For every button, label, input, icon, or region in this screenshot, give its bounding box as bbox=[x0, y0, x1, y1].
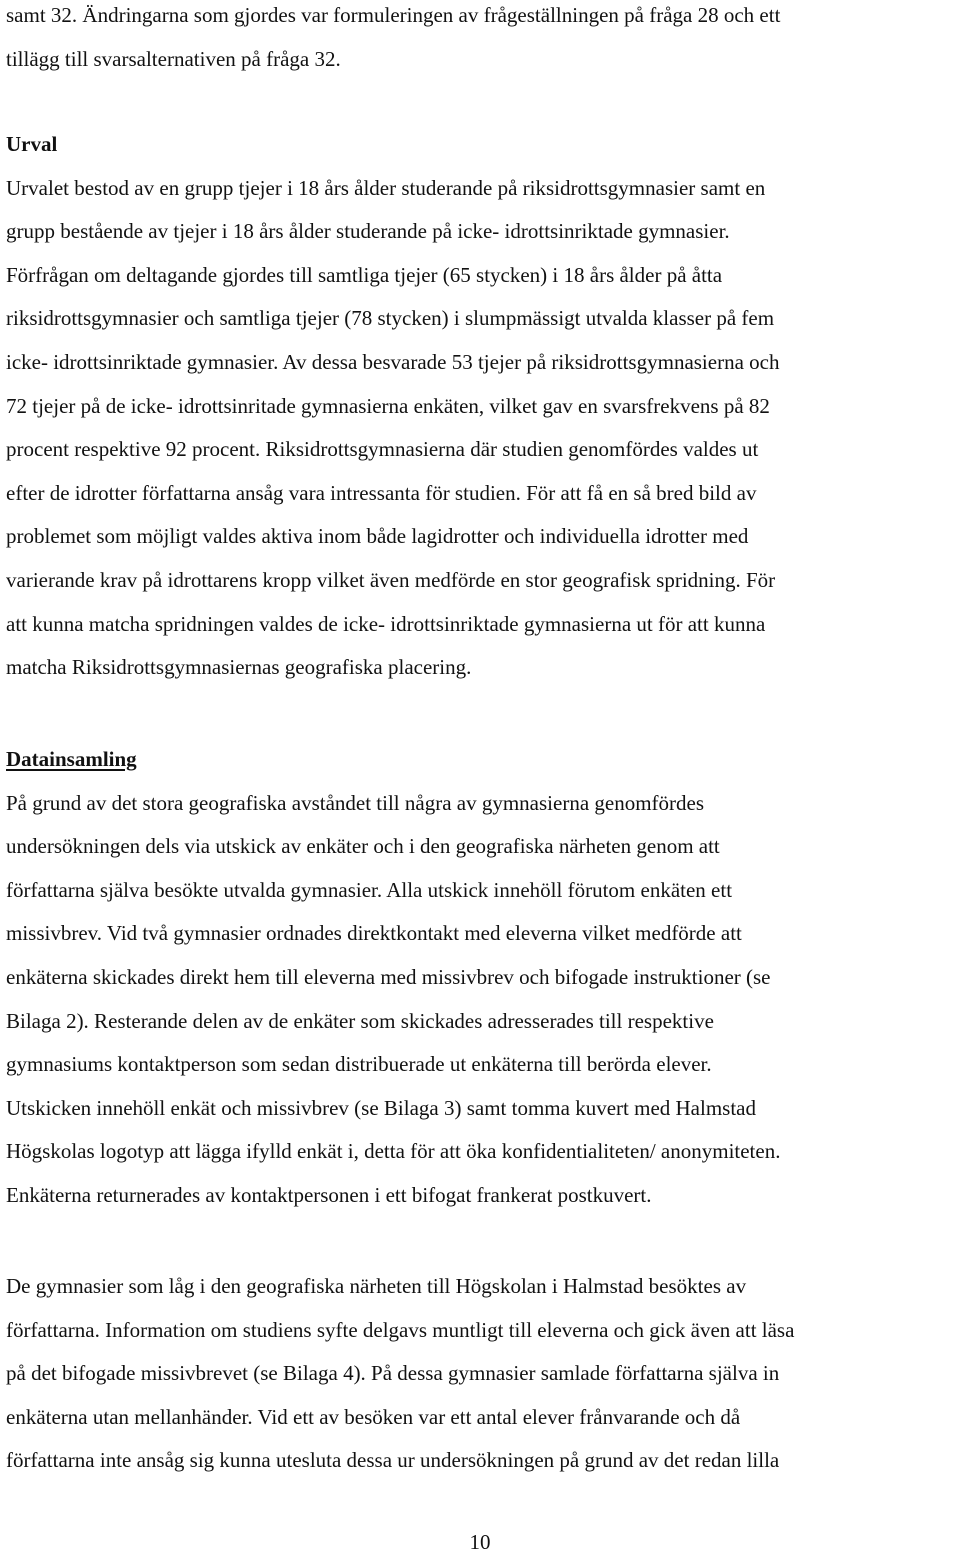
text-line: 72 tjejer på de icke- idrottsinritade gymnasierna enkäten, vilket gav en svarsfrekvens på 82 bbox=[6, 393, 770, 418]
text-line: författarna inte ansåg sig kunna utesluta dessa ur undersökningen på grund av det redan lilla bbox=[6, 1448, 780, 1473]
text-line: författarna själva besökte utvalda gymnasier. Alla utskick innehöll förutom enkäten ett bbox=[6, 877, 733, 902]
text-line: Enkäterna returnerades av kontaktpersonen i ett bifogat frankerat postkuvert. bbox=[6, 1182, 652, 1207]
text-line: procent respektive 92 procent. Riksidrottsgymnasierna där studien genomfördes valdes ut bbox=[6, 437, 759, 462]
text-line: varierande krav på idrottarens kropp vilket även medförde en stor geografisk spridning. För bbox=[6, 567, 776, 592]
section-heading-urval: Urval bbox=[6, 132, 58, 156]
text-line: missivbrev. Vid två gymnasier ordnades direktkontakt med eleverna vilket medförde att bbox=[6, 921, 742, 946]
datainsamling-section bbox=[6, 738, 780, 1218]
text-line: På grund av det stora geografiska avståndet till några av gymnasierna genomfördes bbox=[6, 790, 705, 815]
intro-paragraph bbox=[6, 0, 780, 81]
text-line: att kunna matcha spridningen valdes de icke- idrottsinriktade gymnasierna ut för att kunna bbox=[6, 611, 766, 636]
text-line: författarna. Information om studiens syfte delgavs muntligt till eleverna och gick även att läsa bbox=[6, 1317, 795, 1342]
text-line: matcha Riksidrottsgymnasiernas geografiska placering. bbox=[6, 655, 472, 680]
text-line: undersökningen dels via utskick av enkäter och i den geografiska närheten genom att bbox=[6, 834, 720, 859]
text-line: grupp bestående av tjejer i 18 års ålder studerande på icke- idrottsinriktade gymnasier. bbox=[6, 219, 730, 244]
text-line: Förfrågan om deltagande gjordes till samtliga tjejer (65 stycken) i 18 års ålder på åtta bbox=[6, 262, 723, 287]
text-line: Bilaga 2). Resterande delen av de enkäter som skickades adresserades till respektive bbox=[6, 1008, 714, 1033]
section-heading-datainsamling: Datainsamling bbox=[6, 747, 137, 771]
text-line: samt 32. Ändringarna som gjordes var formuleringen av frågeställningen på fråga 28 och ett bbox=[6, 3, 781, 27]
text-line: problemet som möjligt valdes aktiva inom både lagidrotter och individuella idrotter med bbox=[6, 524, 749, 549]
text-line: icke- idrottsinriktade gymnasier. Av dessa besvarade 53 tjejer på riksidrottsgymnasierna och bbox=[6, 349, 780, 374]
text-line: enkäterna skickades direkt hem till eleverna med missivbrev och bifogade instruktioner (se bbox=[6, 964, 771, 989]
text-line: efter de idrotter författarna ansåg vara intressanta för studien. För att få en så bred bild av bbox=[6, 480, 757, 505]
text-line: enkäterna utan mellanhänder. Vid ett av besöken var ett antal elever frånvarande och då bbox=[6, 1404, 741, 1429]
text-line: De gymnasier som låg i den geografiska närheten till Högskolan i Halmstad besöktes av bbox=[6, 1274, 747, 1298]
text-line: Högskolas logotyp att lägga ifylld enkät i, detta för att öka konfidentialiteten/ anonymiteten. bbox=[6, 1139, 781, 1164]
urval-section bbox=[6, 123, 779, 690]
besok-paragraph bbox=[6, 1265, 794, 1483]
text-line: gymnasiums kontaktperson som sedan distribuerade ut enkäterna till berörda elever. bbox=[6, 1052, 712, 1077]
text-line: på det bifogade missivbrevet (se Bilaga 4). På dessa gymnasier samlade författarna själva in bbox=[6, 1361, 780, 1386]
text-line: Urvalet bestod av en grupp tjejer i 18 års ålder studerande på riksidrottsgymnasier samt en bbox=[6, 175, 766, 200]
text-line: Utskicken innehöll enkät och missivbrev (se Bilaga 3) samt tomma kuvert med Halmstad bbox=[6, 1095, 757, 1120]
text-line: riksidrottsgymnasier och samtliga tjejer (78 stycken) i slumpmässigt utvalda klasser på fem bbox=[6, 306, 775, 331]
page-number: 10 bbox=[469, 1530, 491, 1554]
text-line: tillägg till svarsalternativen på fråga 32. bbox=[6, 46, 341, 71]
